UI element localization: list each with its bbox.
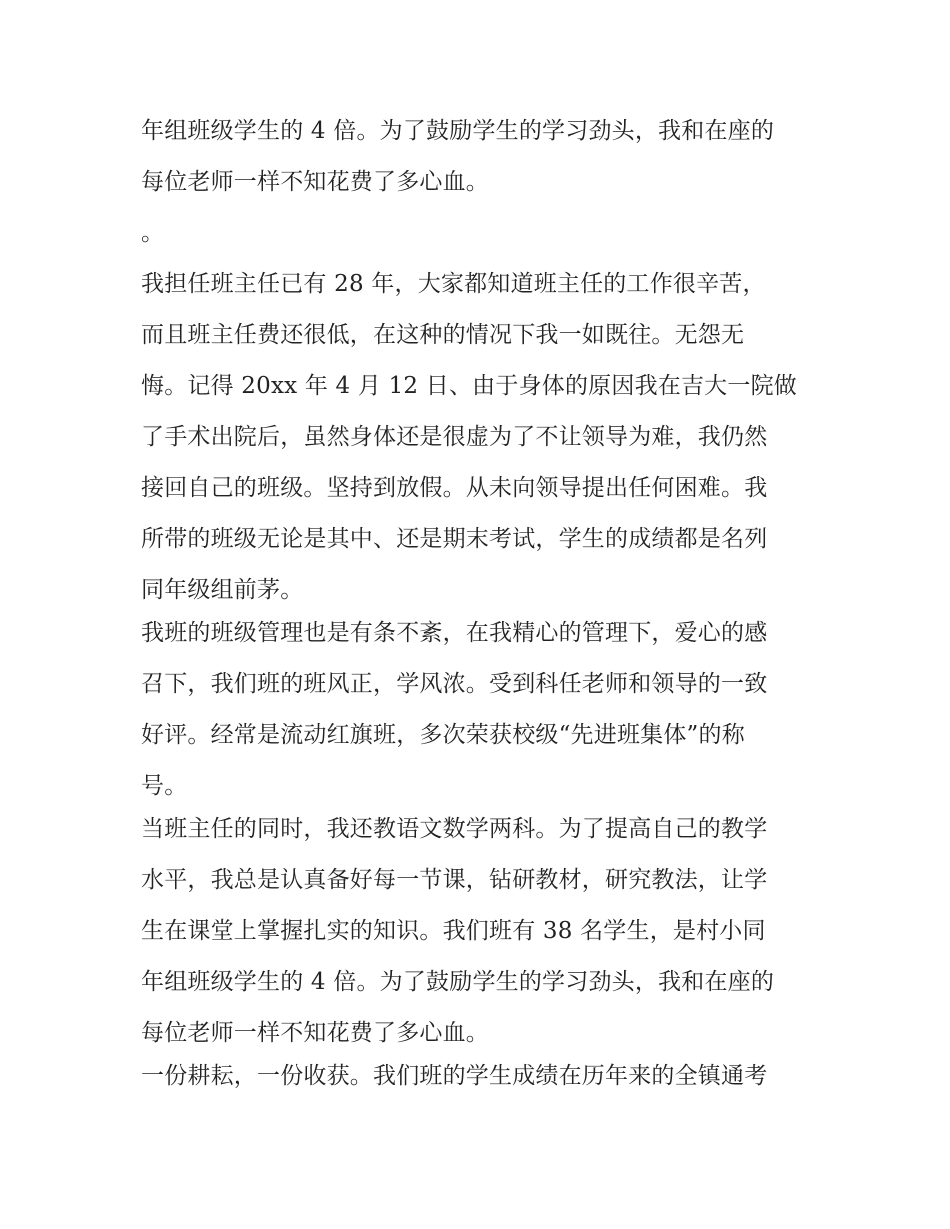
text-line: 每位老师一样不知花费了多心血。 <box>141 1020 489 1046</box>
text-line: 我担任班主任已有 28 年，大家都知道班主任的工作很辛苦， <box>141 271 766 297</box>
text-line: 接回自己的班级。坚持到放假。从未向领导提出任何困难。我 <box>141 475 768 501</box>
text-line: 而且班主任费还很低，在这种的情况下我一如既往。无怨无 <box>141 322 745 348</box>
text-line: 同年级组前茅。 <box>141 577 304 603</box>
text-line: 悔。记得 20xx 年 4 月 12 日、由于身体的原因我在吉大一院做 <box>141 373 797 399</box>
text-line: 年组班级学生的 4 倍。为了鼓励学生的学习劲头，我和在座的 <box>141 969 775 995</box>
text-line: 水平，我总是认真备好每一节课，钻研教材，研究教法，让学 <box>141 867 768 893</box>
text-line: 所带的班级无论是其中、还是期末考试，学生的成绩都是名列 <box>141 526 768 552</box>
text-line: 了手术出院后，虽然身体还是很虚为了不让领导为难，我仍然 <box>141 424 768 450</box>
text-line: 号。 <box>141 773 188 799</box>
text-line: 生在课堂上掌握扎实的知识。我们班有 38 名学生，是村小同 <box>141 918 766 944</box>
text-line: 。 <box>141 220 165 246</box>
text-line: 当班主任的同时，我还教语文数学两科。为了提高自己的教学 <box>141 816 768 842</box>
text-line: 年组班级学生的 4 倍。为了鼓励学生的学习劲头，我和在座的 <box>141 118 775 144</box>
text-line: 我班的班级管理也是有条不紊，在我精心的管理下，爱心的感 <box>141 620 768 646</box>
text-line: 好评。经常是流动红旗班，多次荣获校级“先进班集体”的称 <box>141 722 745 748</box>
text-line: 召下，我们班的班风正，学风浓。受到科任老师和领导的一致 <box>141 671 768 697</box>
text-line: 一份耕耘，一份收获。我们班的学生成绩在历年来的全镇通考 <box>141 1063 768 1089</box>
text-line: 每位老师一样不知花费了多心血。 <box>141 169 489 195</box>
document-body <box>141 106 816 1102</box>
